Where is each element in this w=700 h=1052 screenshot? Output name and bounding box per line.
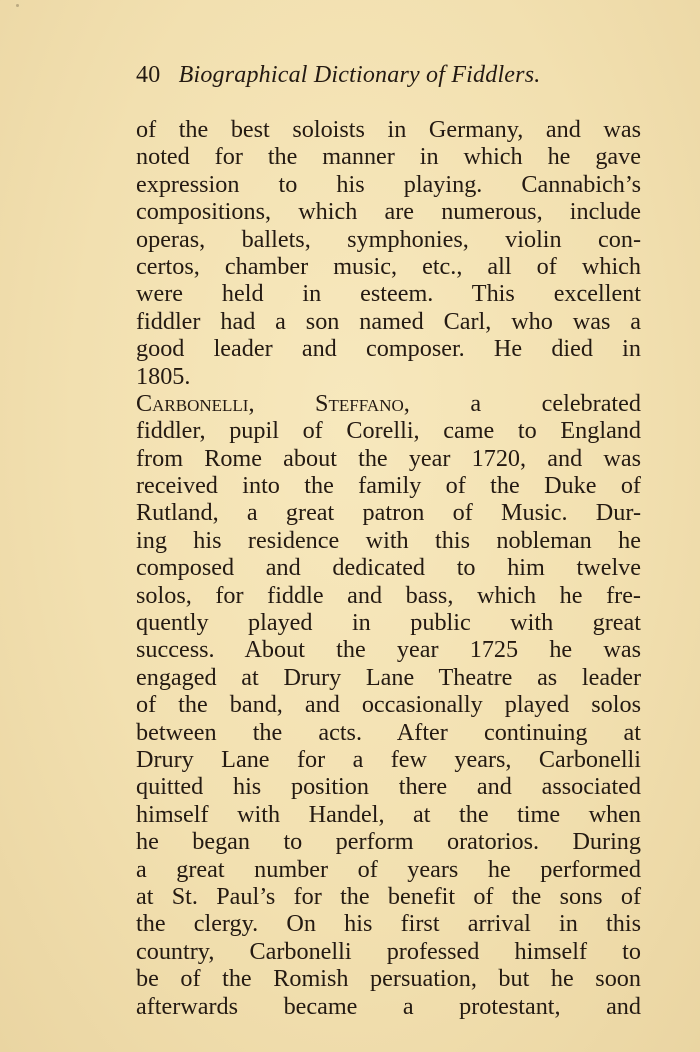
entry-first-line xyxy=(136,390,641,417)
text-line: 1805. xyxy=(136,362,191,390)
text-line: be of the Romish persuation, but he soon xyxy=(136,965,641,993)
text-line: afterwards became a protestant, and xyxy=(136,992,641,1020)
text-line: at St. Paul’s for the benefit of the sons of xyxy=(136,882,641,910)
text-line: the clergy. On his first arrival in this xyxy=(136,910,641,938)
text-line: a great number of years he performed xyxy=(136,855,641,883)
running-header xyxy=(136,62,540,89)
text-line: ing his residence with this nobleman he xyxy=(136,526,641,554)
paper-speck xyxy=(16,4,19,7)
text-line: Rutland, a great patron of Music. Dur- xyxy=(136,499,641,527)
text-line: compositions, which are numerous, include xyxy=(136,198,641,226)
text-line: operas, ballets, symphonies, violin con- xyxy=(136,225,641,253)
text-line: he began to perform oratorios. During xyxy=(136,828,641,856)
text-line: of the band, and occasionally played solos xyxy=(136,691,641,719)
text-line: received into the family of the Duke of xyxy=(136,472,641,500)
text-line: good leader and composer. He died in xyxy=(136,335,641,363)
text-line: Drury Lane for a few years, Carbonelli xyxy=(136,745,641,773)
text-line: from Rome about the year 1720, and was xyxy=(136,444,641,472)
text-line: himself with Handel, at the time when xyxy=(136,800,641,828)
text-line: were held in esteem. This excellent xyxy=(136,280,641,308)
text-line: certos, chamber music, etc., all of which xyxy=(136,252,641,280)
text-line: fiddler had a son named Carl, who was a xyxy=(136,307,641,335)
text-line: noted for the manner in which he gave xyxy=(136,143,641,171)
running-title: Biographical Dictionary of Fiddlers. xyxy=(178,62,541,88)
text-line: success. About the year 1725 he was xyxy=(136,636,641,664)
text-line: solos, for fiddle and bass, which he fre- xyxy=(136,581,641,609)
text-line: composed and dedicated to him twelve xyxy=(136,554,641,582)
text-line: engaged at Drury Lane Theatre as leader xyxy=(136,663,641,691)
entry-first-line-text: a celebrated xyxy=(409,389,641,417)
text-line: quently played in public with great xyxy=(136,609,641,637)
text-line: country, Carbonelli professed himself to xyxy=(136,937,641,965)
text-line: fiddler, pupil of Corelli, came to England xyxy=(136,417,641,445)
text-line: quitted his position there and associated xyxy=(136,773,641,801)
text-line: between the acts. After continuing at xyxy=(136,718,641,746)
body-text xyxy=(136,116,641,1020)
text-line: expression to his playing. Cannabich’s xyxy=(136,170,641,198)
text-line: of the best soloists in Germany, and was xyxy=(136,116,641,143)
entry-headword: Carbonelli, Steffano, xyxy=(136,389,410,417)
page-number: 40 xyxy=(136,62,161,88)
